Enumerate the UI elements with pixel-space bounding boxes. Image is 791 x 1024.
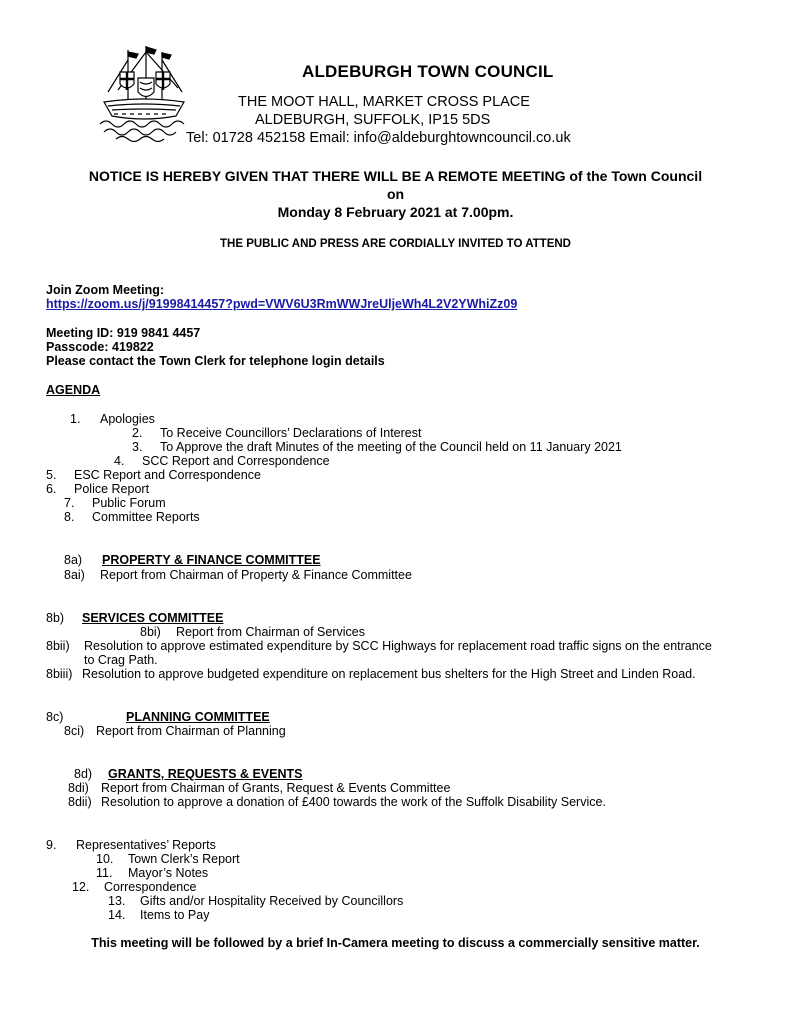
section-8b-heading (46, 611, 224, 625)
section-8a-heading (64, 553, 321, 567)
passcode: Passcode: 419822 (46, 340, 154, 354)
section-title: PLANNING COMMITTEE (126, 710, 270, 724)
item-text: Town Clerk’s Report (128, 852, 240, 866)
item-text: Representatives’ Reports (76, 838, 216, 852)
item-text: To Approve the draft Minutes of the meeting of the Council held on 11 January 2021 (160, 440, 622, 454)
item-text: Report from Chairman of Grants, Request & Events Committee (101, 781, 451, 795)
agenda-heading: AGENDA (46, 383, 101, 397)
item-number: 9. (46, 838, 57, 852)
item-number: 6. (46, 482, 57, 496)
item-text: Gifts and/or Hospitality Received by Councillors (140, 894, 404, 908)
item-text: Correspondence (104, 880, 197, 894)
item-number: 8ci) (64, 724, 85, 738)
item-text: Public Forum (92, 496, 166, 510)
item-text: Apologies (100, 412, 155, 426)
item-text: Report from Chairman of Property & Finance Committee (100, 568, 412, 582)
list-item (72, 880, 197, 894)
list-item (46, 639, 712, 653)
item-text: Items to Pay (140, 908, 210, 922)
list-item (70, 412, 155, 426)
list-item (132, 426, 422, 440)
org-name: ALDEBURGH TOWN COUNCIL (302, 62, 554, 81)
item-number: 11. (96, 866, 113, 880)
section-number: 8b) (46, 611, 65, 625)
section-8c-heading (46, 710, 270, 724)
item-number: 5. (46, 468, 57, 482)
item-number: 2. (132, 426, 143, 440)
section-8d-heading (74, 767, 303, 781)
section-title: SERVICES COMMITTEE (82, 611, 224, 625)
list-item (96, 852, 240, 866)
list-item (46, 838, 216, 852)
meeting-date: Monday 8 February 2021 at 7.00pm. (277, 204, 514, 220)
list-item (46, 468, 261, 482)
item-number: 8. (64, 510, 75, 524)
zoom-link[interactable]: https://zoom.us/j/91998414457?pwd=VWV6U3RmWWJreUljeWh4L2V2YWhiZz09 (46, 297, 518, 311)
item-number: 8biii) (46, 667, 73, 681)
list-item (96, 866, 209, 880)
public-invite: THE PUBLIC AND PRESS ARE CORDIALLY INVITED TO ATTEND (220, 238, 571, 250)
list-item (108, 908, 210, 922)
item-text: To Receive Councillors’ Declarations of Interest (160, 426, 422, 440)
list-item (108, 894, 404, 908)
section-title: GRANTS, REQUESTS & EVENTS (108, 767, 303, 781)
item-text: Resolution to approve a donation of £400 towards the work of the Suffolk Disability Service. (101, 795, 606, 809)
item-text: SCC Report and Correspondence (142, 454, 330, 468)
meeting-id: Meeting ID: 919 9841 4457 (46, 326, 201, 340)
item-number: 13. (108, 894, 126, 908)
list-item (68, 795, 606, 809)
list-item (46, 667, 696, 681)
item-text: ESC Report and Correspondence (74, 468, 261, 482)
item-number: 4. (114, 454, 125, 468)
list-item-continuation: to Crag Path. (84, 653, 158, 667)
contact-line: Tel: 01728 452158 Email: info@aldeburghtowncouncil.co.uk (186, 130, 571, 146)
list-item (140, 625, 365, 639)
list-item (114, 454, 330, 468)
item-number: 8bii) (46, 639, 70, 653)
section-number: 8a) (64, 553, 83, 567)
list-item (64, 568, 412, 582)
item-number: 3. (132, 440, 143, 454)
item-text: Report from Chairman of Planning (96, 724, 286, 738)
list-item (64, 724, 286, 738)
item-number: 8ai) (64, 568, 85, 582)
item-text: Mayor’s Notes (128, 866, 209, 880)
item-text: Committee Reports (92, 510, 200, 524)
list-item (46, 482, 150, 496)
address-line-2: ALDEBURGH, SUFFOLK, IP15 5DS (255, 112, 491, 128)
item-number: 8di) (68, 781, 89, 795)
item-number: 1. (70, 412, 81, 426)
item-number: 12. (72, 880, 90, 894)
item-number: 7. (64, 496, 75, 510)
section-number: 8c) (46, 710, 64, 724)
item-number: 10. (96, 852, 114, 866)
telephone-note: Please contact the Town Clerk for telephone login details (46, 354, 385, 368)
list-item (64, 496, 166, 510)
address-line-1: THE MOOT HALL, MARKET CROSS PLACE (238, 94, 530, 110)
item-text: Police Report (74, 482, 150, 496)
item-number: 14. (108, 908, 126, 922)
item-text: Resolution to approve budgeted expenditure on replacement bus shelters for the High Street and Linden Road. (82, 667, 696, 681)
list-item (64, 510, 200, 524)
section-number: 8d) (74, 767, 93, 781)
notice-line-1: NOTICE IS HEREBY GIVEN THAT THERE WILL BE A REMOTE MEETING of the Town Council (88, 168, 703, 184)
notice-line-2: on (386, 186, 405, 202)
council-crest-logo (98, 42, 190, 142)
item-text: Resolution to approve estimated expenditure by SCC Highways for replacement road traffic signs on the entrance (84, 639, 712, 653)
zoom-join-label: Join Zoom Meeting: (46, 283, 165, 297)
item-number: 8bi) (140, 625, 161, 639)
list-item (132, 440, 622, 454)
footer-note: This meeting will be followed by a brief In-Camera meeting to discuss a commercially sensitive matter. (91, 936, 700, 950)
item-text: Report from Chairman of Services (176, 625, 365, 639)
list-item (68, 781, 451, 795)
section-title: PROPERTY & FINANCE COMMITTEE (102, 553, 321, 567)
item-number: 8dii) (68, 795, 92, 809)
